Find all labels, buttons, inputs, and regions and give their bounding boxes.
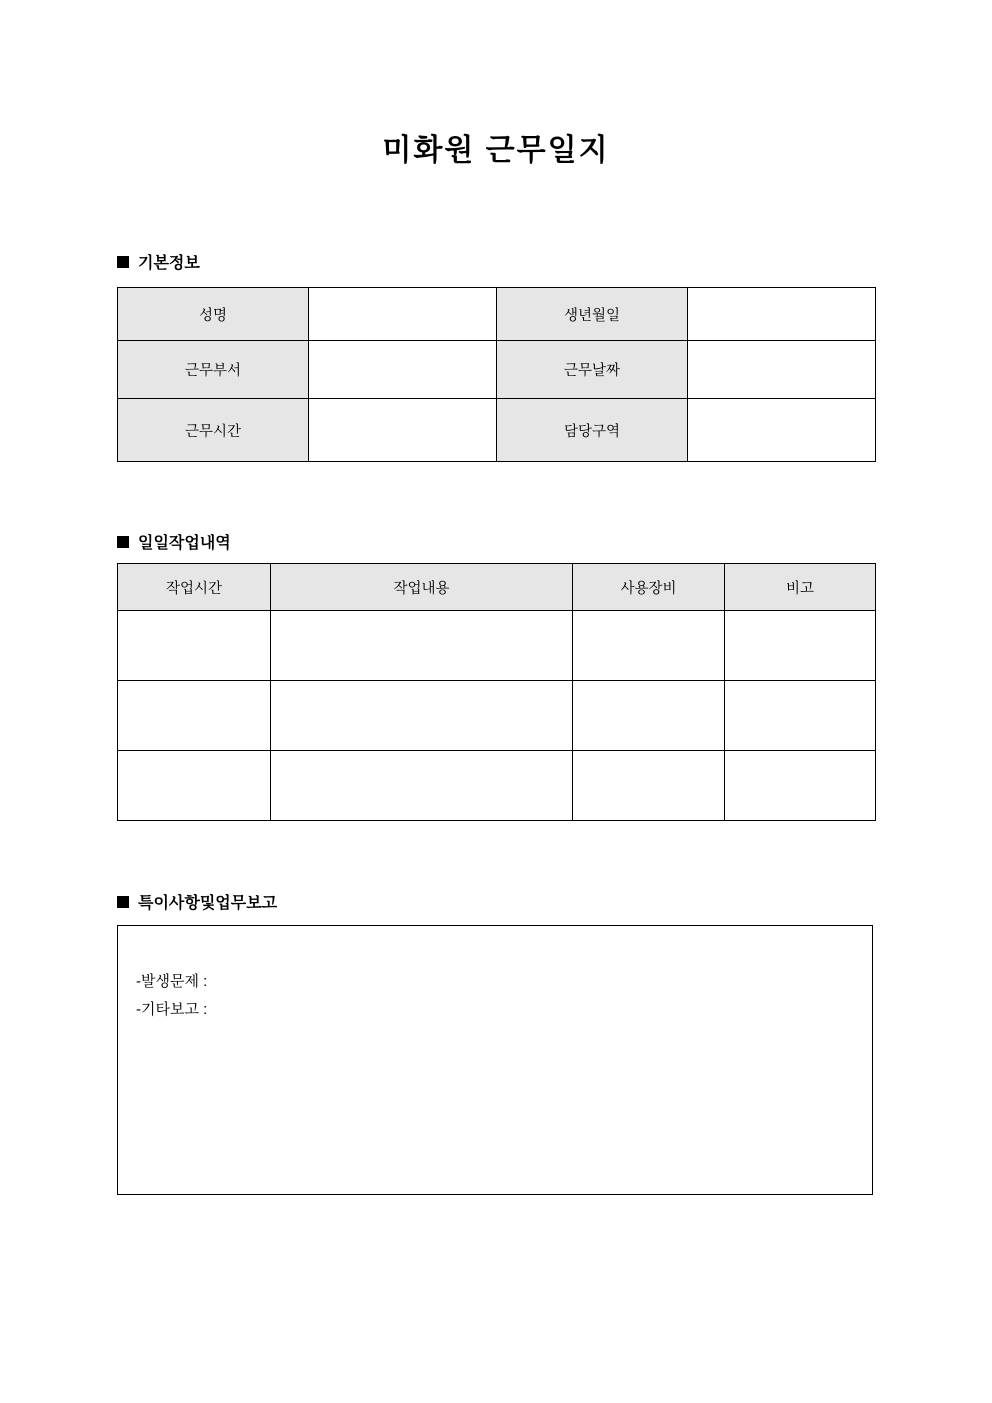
- column-header-equipment-used: 사용장비: [573, 564, 725, 611]
- square-bullet-icon: [117, 256, 129, 268]
- column-header-notes: 비고: [725, 564, 876, 611]
- table-row: [118, 399, 876, 462]
- section-heading-label: 특이사항및업무보고: [138, 895, 278, 912]
- cell-work-content[interactable]: [271, 681, 573, 751]
- remarks-line-other: -기타보고 :: [136, 1001, 208, 1018]
- cell-work-time[interactable]: [118, 681, 271, 751]
- field-value-work-date[interactable]: [688, 341, 876, 399]
- section-heading-label: 일일작업내역: [138, 535, 231, 552]
- cell-notes[interactable]: [725, 681, 876, 751]
- square-bullet-icon: [117, 536, 129, 548]
- cell-work-time[interactable]: [118, 611, 271, 681]
- field-label-department: 근무부서: [118, 341, 309, 399]
- basic-info-table: [117, 287, 876, 462]
- section-heading-label: 기본정보: [138, 255, 200, 272]
- remarks-textarea[interactable]: [117, 925, 873, 1195]
- cell-equipment-used[interactable]: [573, 681, 725, 751]
- field-label-assigned-area: 담당구역: [497, 399, 688, 462]
- table-row: [118, 611, 876, 681]
- cell-work-content[interactable]: [271, 611, 573, 681]
- section-heading-remarks: [117, 890, 277, 913]
- field-value-assigned-area[interactable]: [688, 399, 876, 462]
- page-title: 미화원 근무일지: [382, 134, 610, 167]
- field-value-name[interactable]: [309, 288, 497, 341]
- cell-work-time[interactable]: [118, 751, 271, 821]
- field-value-department[interactable]: [309, 341, 497, 399]
- table-row: [118, 681, 876, 751]
- remarks-line-issue: -발생문제 :: [136, 973, 208, 990]
- section-heading-basic-info: [117, 250, 200, 273]
- section-heading-daily-work: [117, 530, 231, 553]
- field-value-birthdate[interactable]: [688, 288, 876, 341]
- field-label-work-hours: 근무시간: [118, 399, 309, 462]
- column-header-work-content: 작업내용: [271, 564, 573, 611]
- table-header-row: [118, 564, 876, 611]
- daily-work-table: [117, 563, 876, 821]
- field-label-birthdate: 생년월일: [497, 288, 688, 341]
- field-label-name: 성명: [118, 288, 309, 341]
- remarks-prompt-lines: [136, 968, 207, 1024]
- table-row: [118, 288, 876, 341]
- field-label-work-date: 근무날짜: [497, 341, 688, 399]
- cell-equipment-used[interactable]: [573, 611, 725, 681]
- square-bullet-icon: [117, 896, 129, 908]
- table-row: [118, 751, 876, 821]
- cell-work-content[interactable]: [271, 751, 573, 821]
- column-header-work-time: 작업시간: [118, 564, 271, 611]
- cell-equipment-used[interactable]: [573, 751, 725, 821]
- cell-notes[interactable]: [725, 611, 876, 681]
- table-row: [118, 341, 876, 399]
- field-value-work-hours[interactable]: [309, 399, 497, 462]
- cell-notes[interactable]: [725, 751, 876, 821]
